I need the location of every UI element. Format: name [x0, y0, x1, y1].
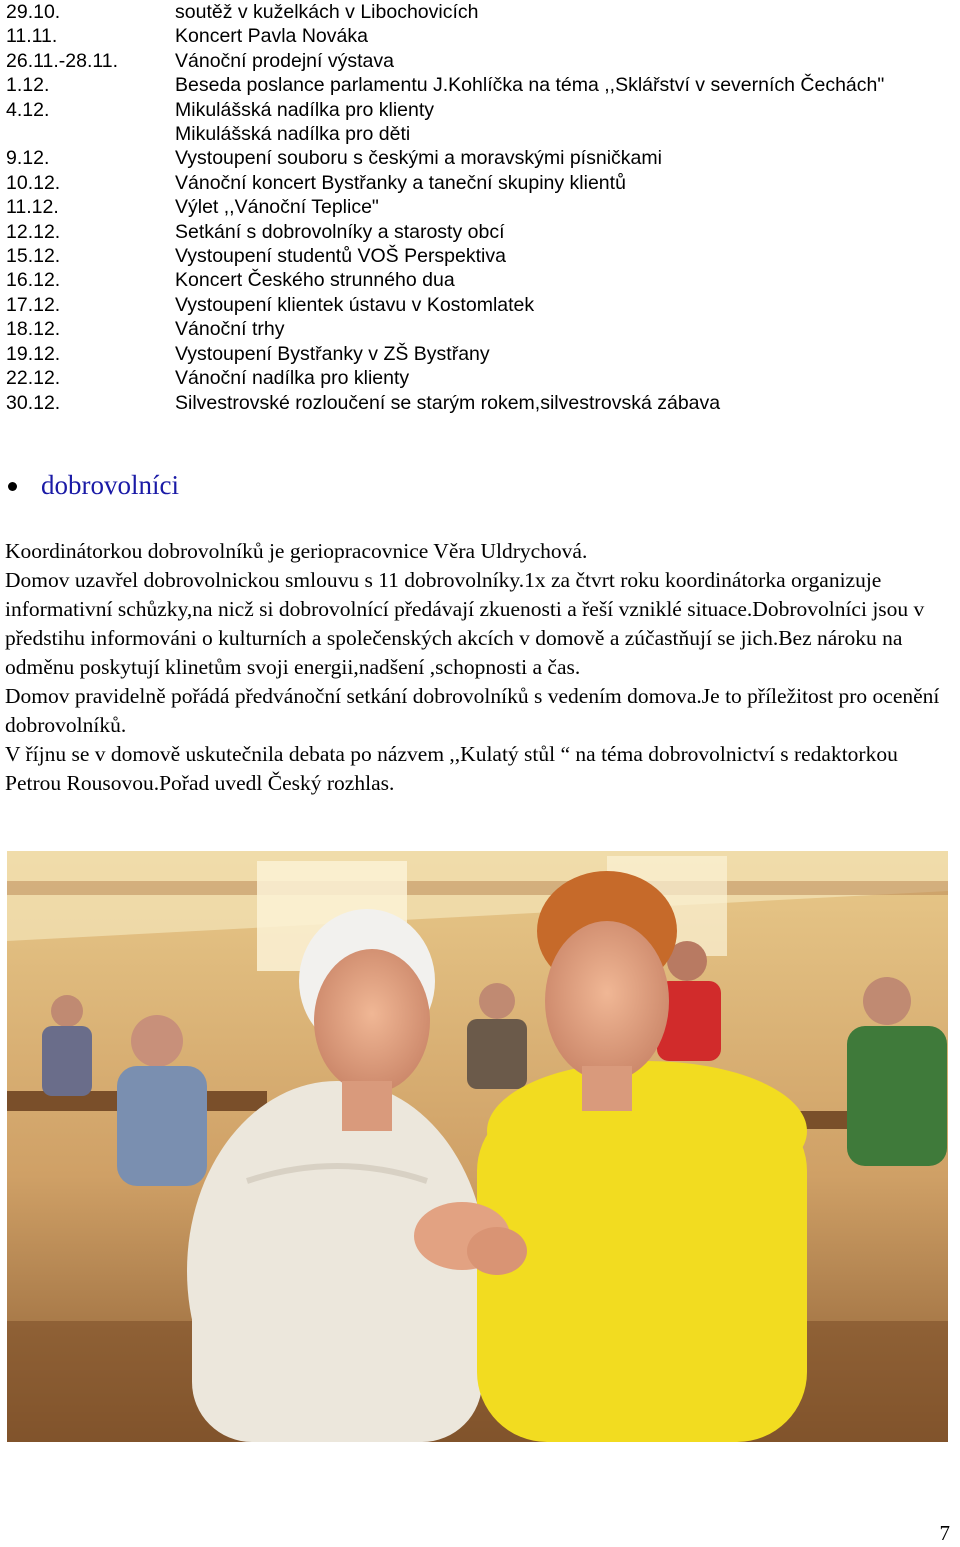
event-text: Koncert Českého strunného dua [175, 269, 455, 292]
section-heading-row [8, 470, 179, 501]
event-row [6, 171, 956, 195]
paragraph: Domov pravidelně pořádá předvánoční setkání dobrovolníků s vedením domova.Je to příležitost pro ocenění dobrovolníků. [5, 684, 940, 737]
event-text: Vystoupení souboru s českými a moravskými písničkami [175, 147, 662, 170]
section-heading: dobrovolníci [41, 470, 179, 500]
event-row [6, 342, 956, 366]
event-row [6, 268, 956, 292]
event-text: Setkání s dobrovolníky a starosty obcí [175, 220, 505, 243]
event-text: Výlet ,,Vánoční Teplice" [175, 196, 379, 219]
event-row [6, 220, 956, 244]
event-text: Vánoční prodejní výstava [175, 49, 394, 72]
event-row [6, 24, 956, 48]
event-text: Vystoupení studentů VOŠ Perspektiva [175, 245, 506, 268]
event-row [6, 317, 956, 341]
page-number: 7 [939, 1521, 950, 1545]
event-date: 18.12. [6, 318, 61, 341]
event-date: 30.12. [6, 391, 61, 414]
event-text: Vystoupení Bystřanky v ZŠ Bystřany [175, 342, 490, 365]
paragraph: V říjnu se v domově uskutečnila debata po názvem ,,Kulatý stůl “ na téma dobrovolnictví s redaktorkou Petrou Rousovou.Pořad uvedl Český rozhlas. [5, 742, 898, 795]
event-date: 15.12. [6, 245, 61, 268]
event-text: Mikulášská nadílka pro děti [175, 123, 411, 146]
event-text: Beseda poslance parlamentu J.Kohlíčka na téma ,,Sklářství v severních Čechách" [175, 74, 885, 97]
event-row [6, 146, 956, 170]
event-date: 19.12. [6, 342, 61, 365]
event-row [6, 73, 956, 97]
event-text: Vánoční koncert Bystřanky a taneční skupiny klientů [175, 171, 626, 194]
event-row [6, 293, 956, 317]
event-row [6, 49, 956, 73]
event-row [6, 244, 956, 268]
event-row [6, 391, 956, 415]
event-text: Mikulášská nadílka pro klienty [175, 98, 435, 121]
paragraph: Koordinátorkou dobrovolníků je geriopracovnice Věra Uldrychová. [5, 539, 588, 563]
event-row [6, 98, 956, 122]
event-date: 10.12. [6, 171, 61, 194]
bullet-icon [8, 482, 17, 491]
event-date: 22.12. [6, 367, 61, 390]
photo-volunteers [7, 851, 948, 1442]
event-date: 17.12. [6, 293, 61, 316]
event-text: Vystoupení klientek ústavu v Kostomlatek [175, 293, 535, 316]
event-date: 12.12. [6, 220, 61, 243]
event-row [6, 195, 956, 219]
event-text: soutěž v kuželkách v Libochovicích [175, 1, 479, 23]
event-text: Vánoční trhy [175, 318, 285, 341]
event-list [6, 0, 956, 415]
event-date: 11.11. [6, 25, 58, 48]
event-date: 11.12. [6, 196, 59, 219]
event-text: Koncert Pavla Nováka [175, 25, 368, 48]
event-row [6, 366, 956, 390]
photo-illustration [7, 851, 948, 1442]
event-date: 29.10. [6, 1, 61, 23]
event-date [6, 122, 175, 146]
event-date: 16.12. [6, 269, 61, 292]
event-date: 9.12. [6, 147, 50, 170]
event-text: Silvestrovské rozloučení se starým rokem,silvestrovská zábava [175, 391, 721, 414]
event-date: 4.12. [6, 98, 50, 121]
event-row [6, 122, 956, 146]
event-date: 26.11.-28.11. [6, 49, 119, 72]
event-text: Vánoční nadílka pro klienty [175, 367, 410, 390]
body-text [5, 537, 953, 798]
paragraph: Domov uzavřel dobrovolnickou smlouvu s 11 dobrovolníky.1x za čtvrt roku koordinátorka organizuje informativní schůzky,na nicž si dobrovolnící předávají zkuenosti a řeší vzniklé situace.Dobrovolníci jsou v předstihu informováni o kulturních a společenských akcích v domově a zúčastňují se jich.Bez nároku na odměnu poskytují klinetům svoji energii,nadšení ,schopnosti a čas. [5, 568, 925, 679]
event-date: 1.12. [6, 74, 50, 97]
event-row [6, 0, 956, 24]
